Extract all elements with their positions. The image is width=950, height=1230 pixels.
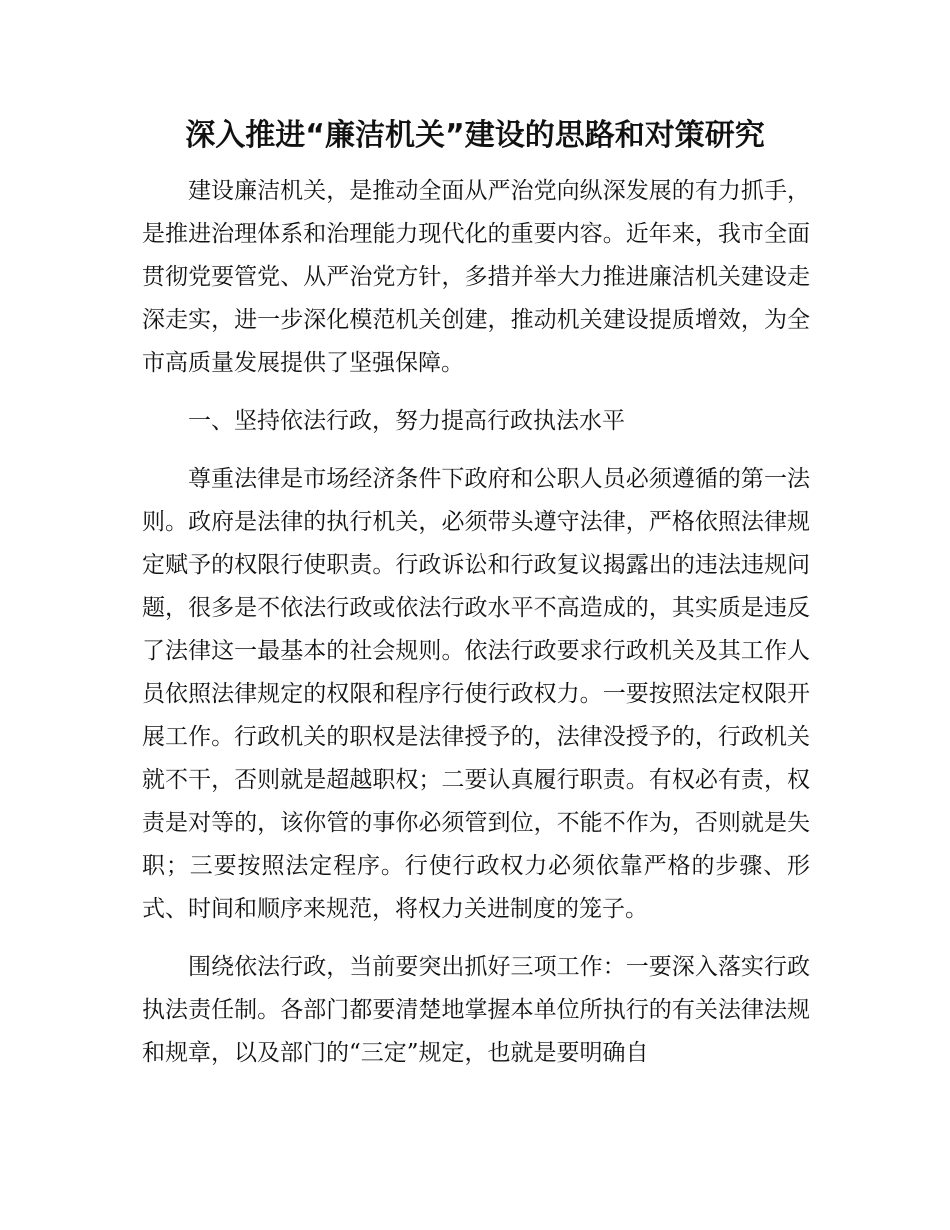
document-body	[142, 170, 810, 1075]
intro-paragraph: 建设廉洁机关，是推动全面从严治党向纵深发展的有力抓手，是推进治理体系和治理能力现代化的重要内容。近年来，我市全面贯彻党要管党、从严治党方针，多措并举大力推进廉洁机关建设走深走实，进一步深化模范机关创建，推动机关建设提质增效，为全市高质量发展提供了坚强保障。	[142, 178, 810, 376]
section-heading-1: 一、坚持依法行政，努力提高行政执法水平	[188, 408, 625, 434]
body-paragraph-3: 围绕依法行政，当前要突出抓好三项工作：一要深入落实行政执法责任制。各部门都要清楚地掌握本单位所执行的有关法律法规和规章，以及部门的“三定”规定，也就是要明确自	[142, 954, 810, 1066]
body-paragraph-2: 尊重法律是市场经济条件下政府和公职人员必须遵循的第一法则。政府是法律的执行机关，必须带头遵守法律，严格依照法律规定赋予的权限行使职责。行政诉讼和行政复议揭露出的违法违规问题，很多是不依法行政或依法行政水平不高造成的，其实质是违反了法律这一最基本的社会规则。依法行政要求行政机关及其工作人员依照法律规定的权限和程序行使行政权力。一要按照法定权限开展工作。行政机关的职权是法律授予的，法律没授予的，行政机关就不干，否则就是超越职权；二要认真履行职责。有权必有责，权责是对等的，该你管的事你必须管到位，不能不作为，否则就是失职；三要按照法定程序。行使行政权力必须依靠严格的步骤、形式、时间和顺序来规范，将权力关进制度的笼子。	[142, 466, 810, 922]
document-title: 深入推进“廉洁机关”建设的思路和对策研究	[185, 118, 765, 153]
